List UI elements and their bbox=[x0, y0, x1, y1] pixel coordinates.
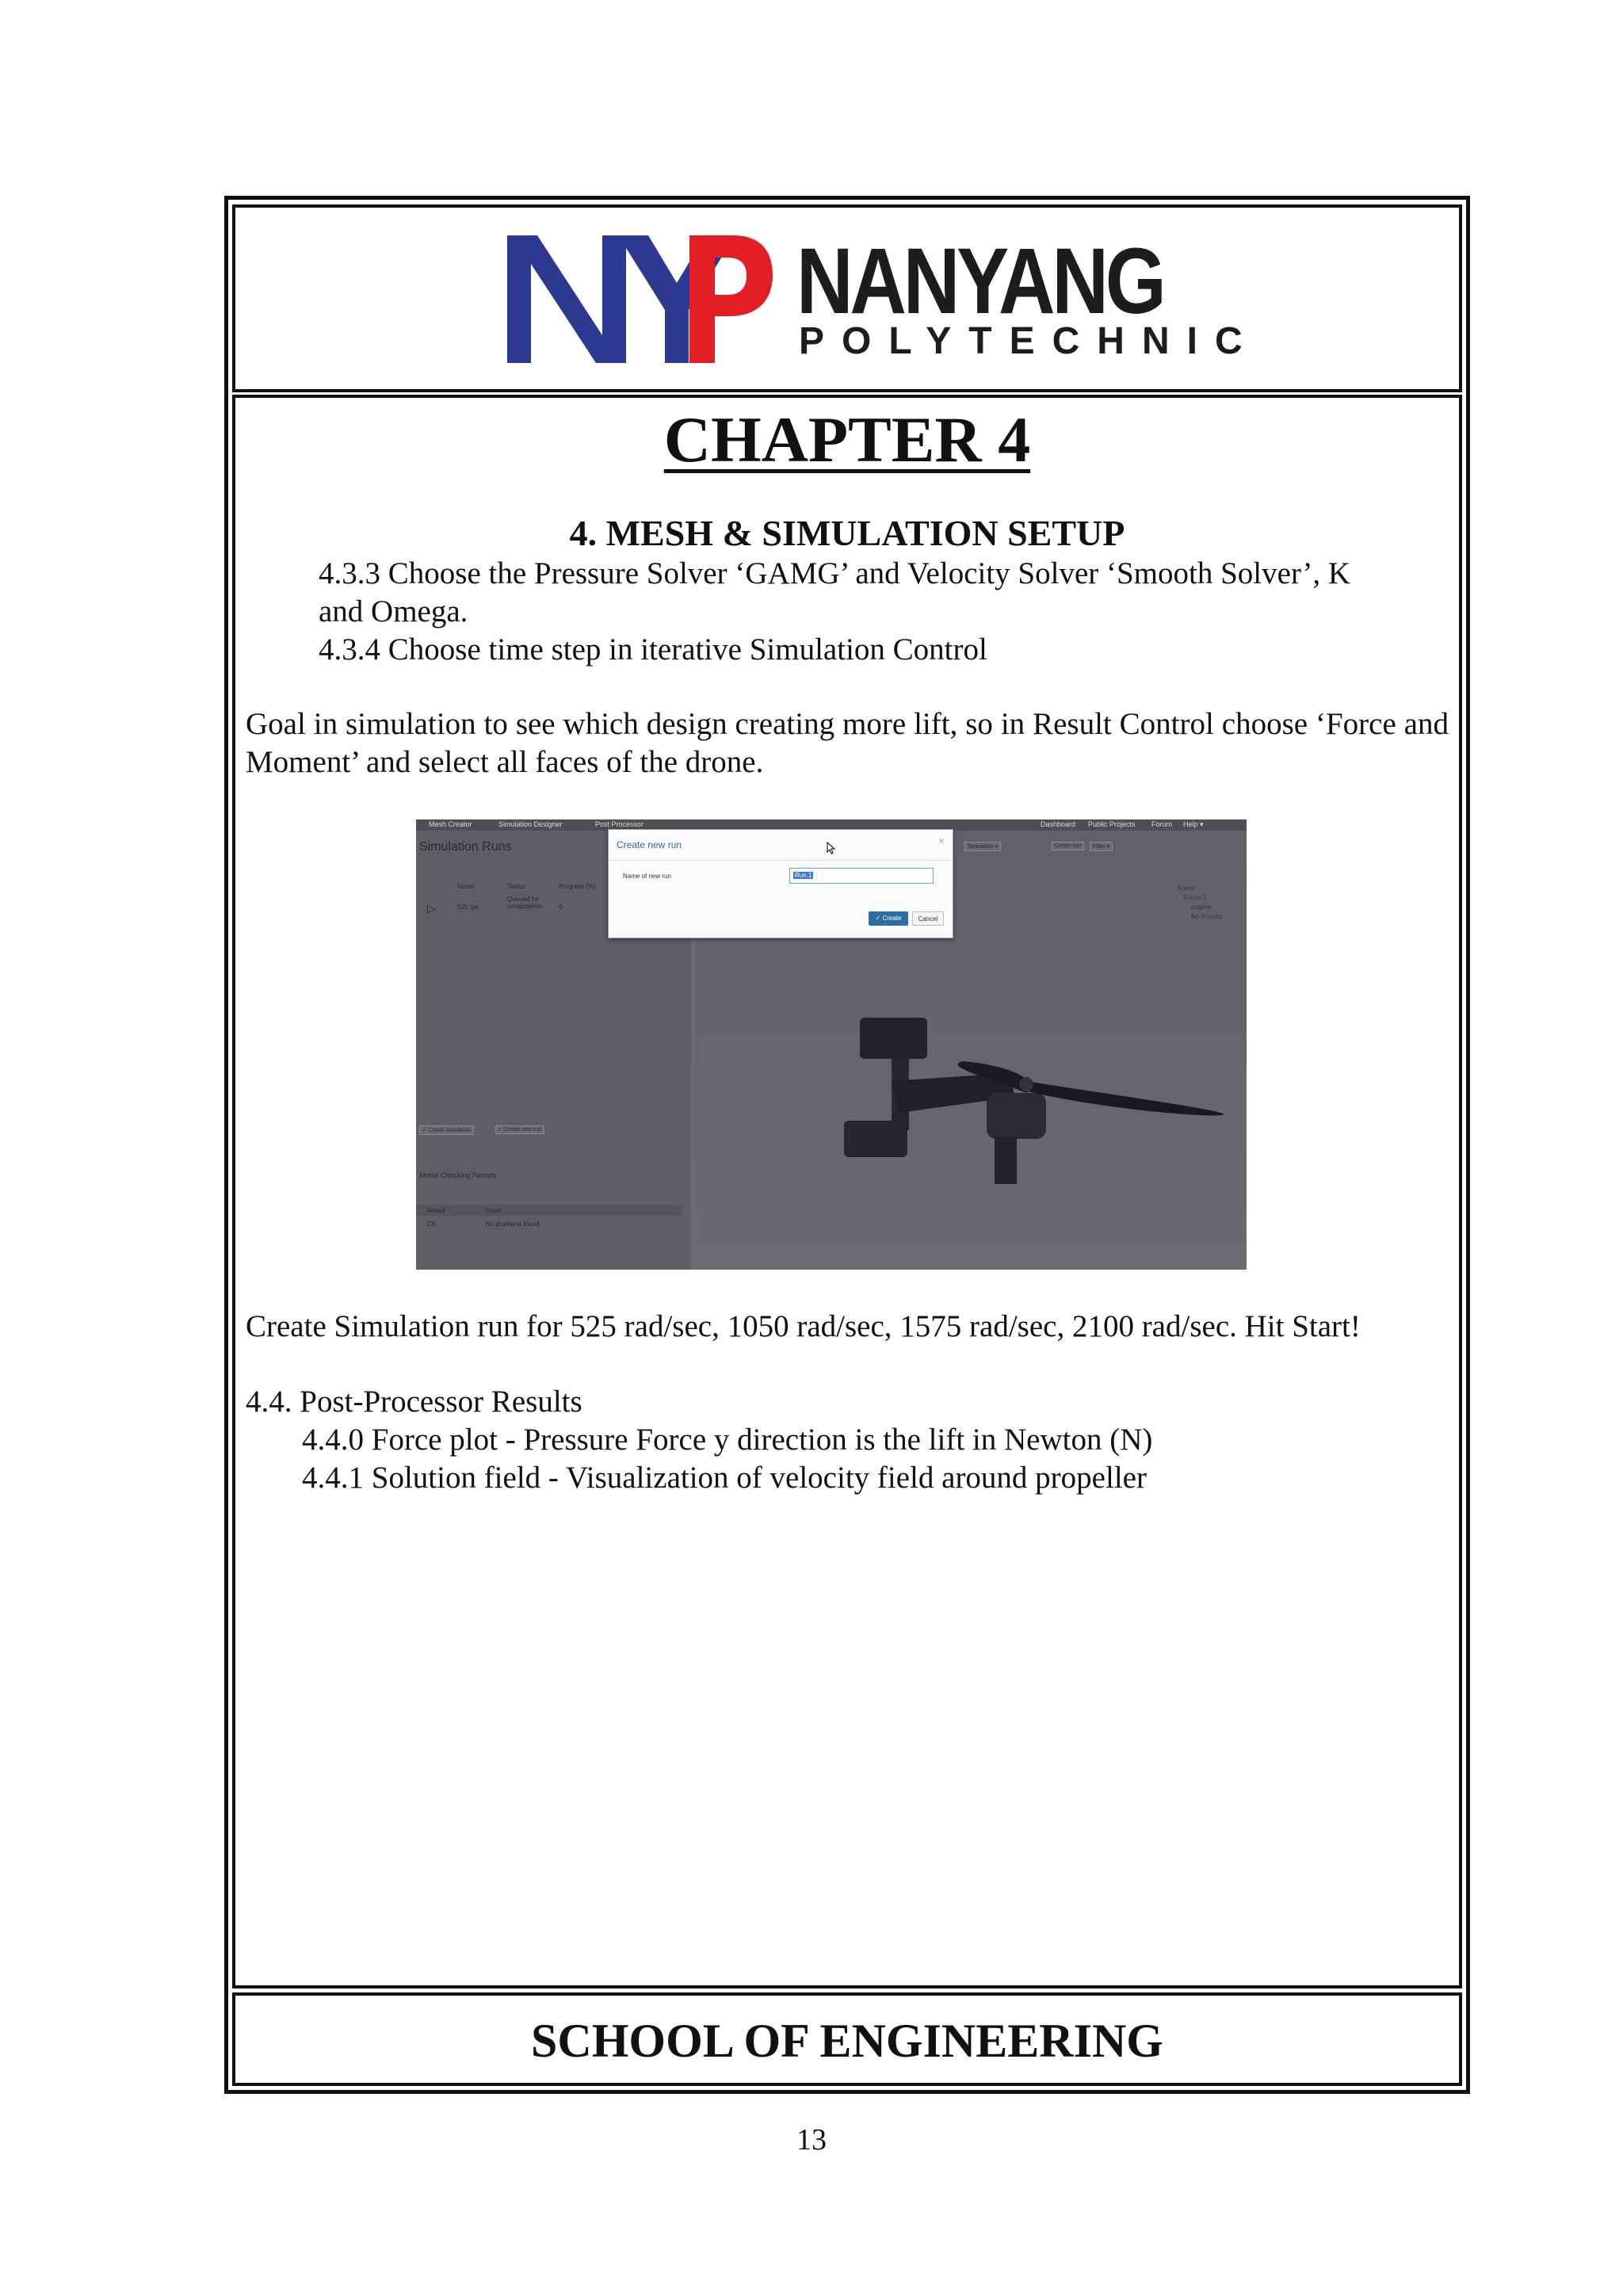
menu-help[interactable]: Help ▾ bbox=[1183, 820, 1204, 828]
filter-dropdown[interactable]: Filter ▾ bbox=[1090, 842, 1113, 851]
create-run-text: Create Simulation run for 525 rad/sec, 1050 rad/sec, 1575 rad/sec, 2100 rad/sec. Hit Start! bbox=[246, 1309, 1361, 1343]
page-number: 13 bbox=[796, 2123, 827, 2157]
run-name-input[interactable] bbox=[789, 868, 934, 884]
modal-title: Create new run bbox=[617, 839, 682, 850]
play-icon[interactable]: ▷ bbox=[427, 902, 436, 915]
check-simulation-button[interactable]: ✓ Check simulation bbox=[419, 1125, 474, 1135]
run-name-value: Run 1 bbox=[795, 872, 812, 879]
menu-forum[interactable]: Forum bbox=[1151, 820, 1173, 828]
post-processor-heading: 4.4. Post-Processor Results bbox=[246, 1385, 582, 1419]
check-issue: No problems found bbox=[486, 1221, 540, 1228]
run-status: Queued for computation bbox=[507, 896, 542, 910]
tree-original[interactable]: original bbox=[1191, 904, 1212, 911]
run-progress: 0 bbox=[559, 904, 563, 911]
col-result: Result bbox=[427, 1207, 445, 1214]
menu-post-processor[interactable]: Post Processor bbox=[595, 820, 644, 828]
tree-scene[interactable]: Scene bbox=[1177, 884, 1195, 892]
model-checking-title: Model Checking Results bbox=[419, 1171, 497, 1179]
run-name[interactable]: 525 rps bbox=[457, 904, 479, 911]
footer-school: SCHOOL OF ENGINEERING bbox=[531, 2015, 1163, 2067]
menu-dashboard[interactable]: Dashboard bbox=[1041, 820, 1076, 828]
chapter-title: CHAPTER 4 bbox=[663, 403, 1031, 476]
create-run-toolbar-button[interactable]: Create run bbox=[1052, 842, 1084, 850]
tree-scene-1[interactable]: Scene 1 bbox=[1183, 894, 1207, 901]
section-title: 4. MESH & SIMULATION SETUP bbox=[569, 513, 1125, 553]
simulation-dropdown[interactable]: Simulation ▾ bbox=[964, 842, 1001, 851]
step-4-3-3-line1: 4.3.3 Choose the Pressure Solver ‘GAMG’ and Velocity Solver ‘Smooth Solver’, K bbox=[319, 556, 1351, 590]
nyp-logo-mark bbox=[507, 234, 773, 365]
model-checking-header-row bbox=[416, 1205, 682, 1216]
logo-subname: POLYTECHNIC bbox=[799, 320, 1260, 362]
create-new-run-button[interactable]: + Create new run bbox=[495, 1125, 544, 1134]
close-icon[interactable]: × bbox=[938, 835, 945, 847]
menu-public-projects[interactable]: Public Projects bbox=[1088, 820, 1136, 828]
post-processor-item-2: 4.4.1 Solution field - Visualization of velocity field around propeller bbox=[302, 1461, 1147, 1495]
col-name: Name bbox=[457, 883, 475, 890]
step-4-3-3-line2: and Omega. bbox=[319, 594, 468, 628]
create-run-modal bbox=[608, 829, 953, 938]
tree-no-results[interactable]: No Results bbox=[1191, 913, 1223, 920]
drone-model bbox=[844, 1018, 1247, 1184]
goal-paragraph: Goal in simulation to see which design creating more lift, so in Result Control choose ‘Force and Moment’ and select all faces of the drone. bbox=[246, 707, 1449, 779]
col-progress: Progress (%) bbox=[559, 883, 596, 890]
col-issue: Issue bbox=[486, 1207, 502, 1214]
run-name-label: Name of new run bbox=[623, 873, 671, 880]
post-processor-item-1: 4.4.0 Force plot - Pressure Force y direction is the lift in Newton (N) bbox=[302, 1423, 1153, 1457]
create-button[interactable]: ✓ Create bbox=[869, 911, 908, 926]
simulation-screenshot bbox=[416, 819, 1247, 1270]
col-status: Status bbox=[507, 883, 525, 890]
check-result: OK bbox=[427, 1221, 437, 1228]
nyp-logo bbox=[507, 229, 1260, 365]
cursor-icon bbox=[827, 842, 836, 854]
logo-name: NANYANG bbox=[796, 229, 1163, 334]
menu-mesh-creator[interactable]: Mesh Creator bbox=[429, 820, 472, 828]
step-4-3-4: 4.3.4 Choose time step in iterative Simulation Control bbox=[319, 632, 987, 667]
simulation-runs-title: Simulation Runs bbox=[419, 840, 512, 854]
modal-divider bbox=[609, 860, 953, 861]
cancel-button[interactable]: Cancel bbox=[912, 911, 944, 926]
menu-simulation-designer[interactable]: Simulation Designer bbox=[498, 820, 563, 828]
